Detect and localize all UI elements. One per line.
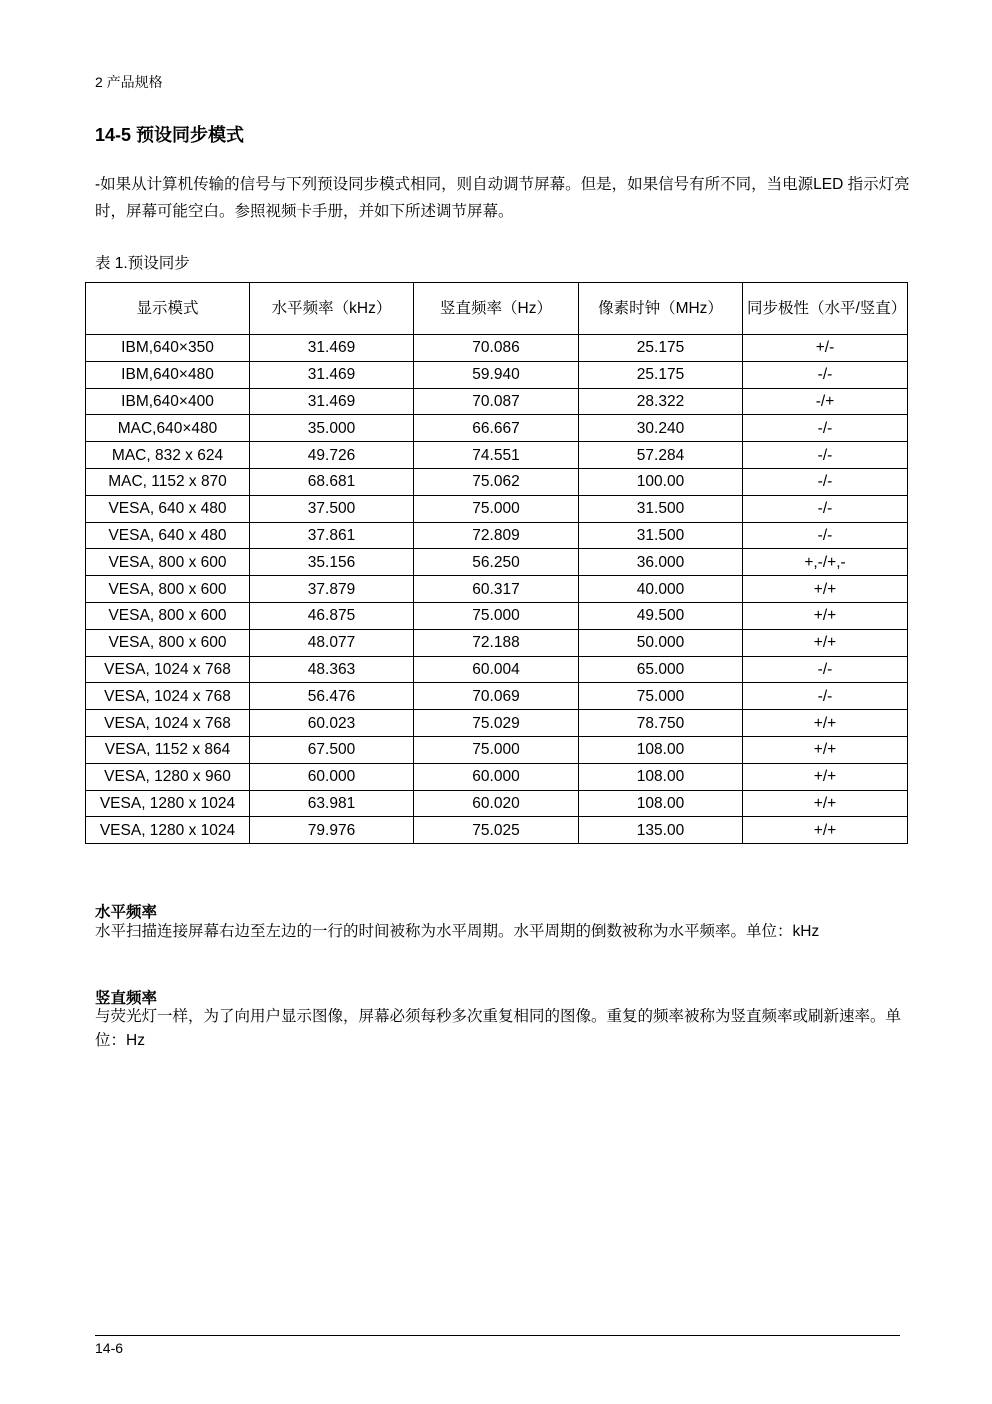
table-cell: 108.00 — [579, 763, 743, 790]
table-cell: 66.667 — [414, 415, 579, 442]
table-cell: IBM,640×400 — [86, 388, 250, 415]
table-cell: -/- — [743, 522, 908, 549]
table-cell: +/+ — [743, 629, 908, 656]
table-cell: 100.00 — [579, 468, 743, 495]
table-cell: +/+ — [743, 710, 908, 737]
table-cell: 31.469 — [250, 388, 414, 415]
table-row — [86, 468, 908, 495]
table-cell: -/- — [743, 442, 908, 469]
table-cell: -/+ — [743, 388, 908, 415]
table-row — [86, 361, 908, 388]
intro-text: -如果从计算机传输的信号与下列预设同步模式相同，则自动调节屏幕。但是，如果信号有所不同，当电源LED 指示灯亮时，屏幕可能空白。参照视频卡手册，并如下所述调节屏幕。 — [95, 176, 910, 220]
table-cell: VESA, 800 x 600 — [86, 549, 250, 576]
table-cell: +,-/+,- — [743, 549, 908, 576]
table-row — [86, 442, 908, 469]
table-cell: -/- — [743, 415, 908, 442]
table-cell: VESA, 640 x 480 — [86, 522, 250, 549]
table-cell: 60.000 — [414, 763, 579, 790]
column-header-pixel-clock: 像素时钟（MHz） — [579, 283, 743, 335]
table-cell: 28.322 — [579, 388, 743, 415]
table-cell: VESA, 1280 x 1024 — [86, 790, 250, 817]
table-cell: 59.940 — [414, 361, 579, 388]
running-header: 2 产品规格 — [95, 74, 163, 90]
table-cell: 31.500 — [579, 495, 743, 522]
table-cell: 37.879 — [250, 576, 414, 603]
table-cell: -/- — [743, 495, 908, 522]
vertical-frequency-text: 与荧光灯一样，为了向用户显示图像，屏幕必须每秒多次重复相同的图像。重复的频率被称为竖直频率或刷新速率。单位：Hz — [95, 1008, 902, 1049]
table-row — [86, 629, 908, 656]
table-cell: 35.156 — [250, 549, 414, 576]
table-cell: 35.000 — [250, 415, 414, 442]
vertical-frequency-heading: 竖直频率 — [95, 990, 158, 1007]
table-cell: 31.469 — [250, 335, 414, 362]
table-cell: 49.500 — [579, 602, 743, 629]
table-row — [86, 576, 908, 603]
table-cell: 78.750 — [579, 710, 743, 737]
table-cell: +/+ — [743, 790, 908, 817]
table-cell: 37.861 — [250, 522, 414, 549]
table-cell: VESA, 800 x 600 — [86, 576, 250, 603]
table-cell: 30.240 — [579, 415, 743, 442]
preset-timing-table — [85, 282, 908, 844]
table-row — [86, 549, 908, 576]
table-cell: VESA, 1280 x 960 — [86, 763, 250, 790]
table-cell: 75.000 — [414, 736, 579, 763]
table-cell: 50.000 — [579, 629, 743, 656]
table-cell: 60.020 — [414, 790, 579, 817]
table-cell: VESA, 1024 x 768 — [86, 656, 250, 683]
table-row — [86, 683, 908, 710]
table-cell: 60.004 — [414, 656, 579, 683]
table-cell: 75.062 — [414, 468, 579, 495]
table-row — [86, 656, 908, 683]
table-cell: VESA, 640 x 480 — [86, 495, 250, 522]
table-cell: 40.000 — [579, 576, 743, 603]
table-cell: 31.500 — [579, 522, 743, 549]
table-row — [86, 763, 908, 790]
horizontal-frequency-text: 水平扫描连接屏幕右边至左边的一行的时间被称为水平周期。水平周期的倒数被称为水平频率。单位：kHz — [95, 923, 820, 940]
table-row — [86, 710, 908, 737]
table-cell: MAC,640×480 — [86, 415, 250, 442]
table-cell: -/- — [743, 683, 908, 710]
table-cell: 63.981 — [250, 790, 414, 817]
table-cell: 67.500 — [250, 736, 414, 763]
table-cell: 74.551 — [414, 442, 579, 469]
column-header-display-mode: 显示模式 — [86, 283, 250, 335]
table-cell: -/- — [743, 656, 908, 683]
table-body — [86, 335, 908, 844]
table-cell: -/- — [743, 468, 908, 495]
table-cell: MAC, 1152 x 870 — [86, 468, 250, 495]
table-cell: 60.317 — [414, 576, 579, 603]
table-cell: +/- — [743, 335, 908, 362]
horizontal-frequency-heading: 水平频率 — [95, 904, 158, 921]
column-header-sync-polarity: 同步极性（水平/竖直） — [743, 283, 908, 335]
table-header-row — [86, 283, 908, 335]
page-number: 14-6 — [95, 1340, 124, 1356]
table-cell: 75.000 — [579, 683, 743, 710]
table-cell: 57.284 — [579, 442, 743, 469]
table-cell: 31.469 — [250, 361, 414, 388]
table-cell: MAC, 832 x 624 — [86, 442, 250, 469]
table-cell: +/+ — [743, 736, 908, 763]
section-title: 14-5 预设同步模式 — [95, 125, 245, 145]
table-row — [86, 415, 908, 442]
table-cell: 37.500 — [250, 495, 414, 522]
footer-divider — [95, 1335, 900, 1336]
table-cell: IBM,640×480 — [86, 361, 250, 388]
table-cell: 25.175 — [579, 361, 743, 388]
table-cell: +/+ — [743, 817, 908, 844]
table-cell: 65.000 — [579, 656, 743, 683]
table-cell: 75.029 — [414, 710, 579, 737]
table-row — [86, 335, 908, 362]
table-cell: +/+ — [743, 763, 908, 790]
table-row — [86, 602, 908, 629]
table-row — [86, 495, 908, 522]
table-cell: VESA, 1024 x 768 — [86, 683, 250, 710]
table-cell: 70.069 — [414, 683, 579, 710]
table-row — [86, 522, 908, 549]
table-row — [86, 736, 908, 763]
table-row — [86, 388, 908, 415]
column-header-vertical-frequency: 竖直频率（Hz） — [414, 283, 579, 335]
table-row — [86, 790, 908, 817]
table-cell: VESA, 1280 x 1024 — [86, 817, 250, 844]
table-cell: 75.000 — [414, 495, 579, 522]
table-cell: 49.726 — [250, 442, 414, 469]
table-cell: 60.023 — [250, 710, 414, 737]
table-cell: 46.875 — [250, 602, 414, 629]
table-cell: 36.000 — [579, 549, 743, 576]
table-cell: -/- — [743, 361, 908, 388]
table-cell: 68.681 — [250, 468, 414, 495]
table-cell: 72.188 — [414, 629, 579, 656]
table-cell: 25.175 — [579, 335, 743, 362]
table-cell: 56.476 — [250, 683, 414, 710]
table-cell: 79.976 — [250, 817, 414, 844]
table-caption: 表 1.预设同步 — [95, 255, 190, 272]
table-cell: VESA, 800 x 600 — [86, 629, 250, 656]
table-cell: 48.363 — [250, 656, 414, 683]
table-cell: IBM,640×350 — [86, 335, 250, 362]
table-cell: VESA, 800 x 600 — [86, 602, 250, 629]
table-cell: 56.250 — [414, 549, 579, 576]
table-cell: 72.809 — [414, 522, 579, 549]
intro-paragraph — [95, 171, 910, 225]
table-cell: 48.077 — [250, 629, 414, 656]
table-cell: 75.025 — [414, 817, 579, 844]
table-cell: +/+ — [743, 576, 908, 603]
table-row — [86, 817, 908, 844]
table-cell: 108.00 — [579, 736, 743, 763]
table-cell: 70.086 — [414, 335, 579, 362]
table-cell: VESA, 1152 x 864 — [86, 736, 250, 763]
table-cell: 60.000 — [250, 763, 414, 790]
table-cell: VESA, 1024 x 768 — [86, 710, 250, 737]
table-cell: 70.087 — [414, 388, 579, 415]
table-cell: +/+ — [743, 602, 908, 629]
table-cell: 135.00 — [579, 817, 743, 844]
table-cell: 75.000 — [414, 602, 579, 629]
column-header-horizontal-frequency: 水平频率（kHz） — [250, 283, 414, 335]
table-cell: 108.00 — [579, 790, 743, 817]
